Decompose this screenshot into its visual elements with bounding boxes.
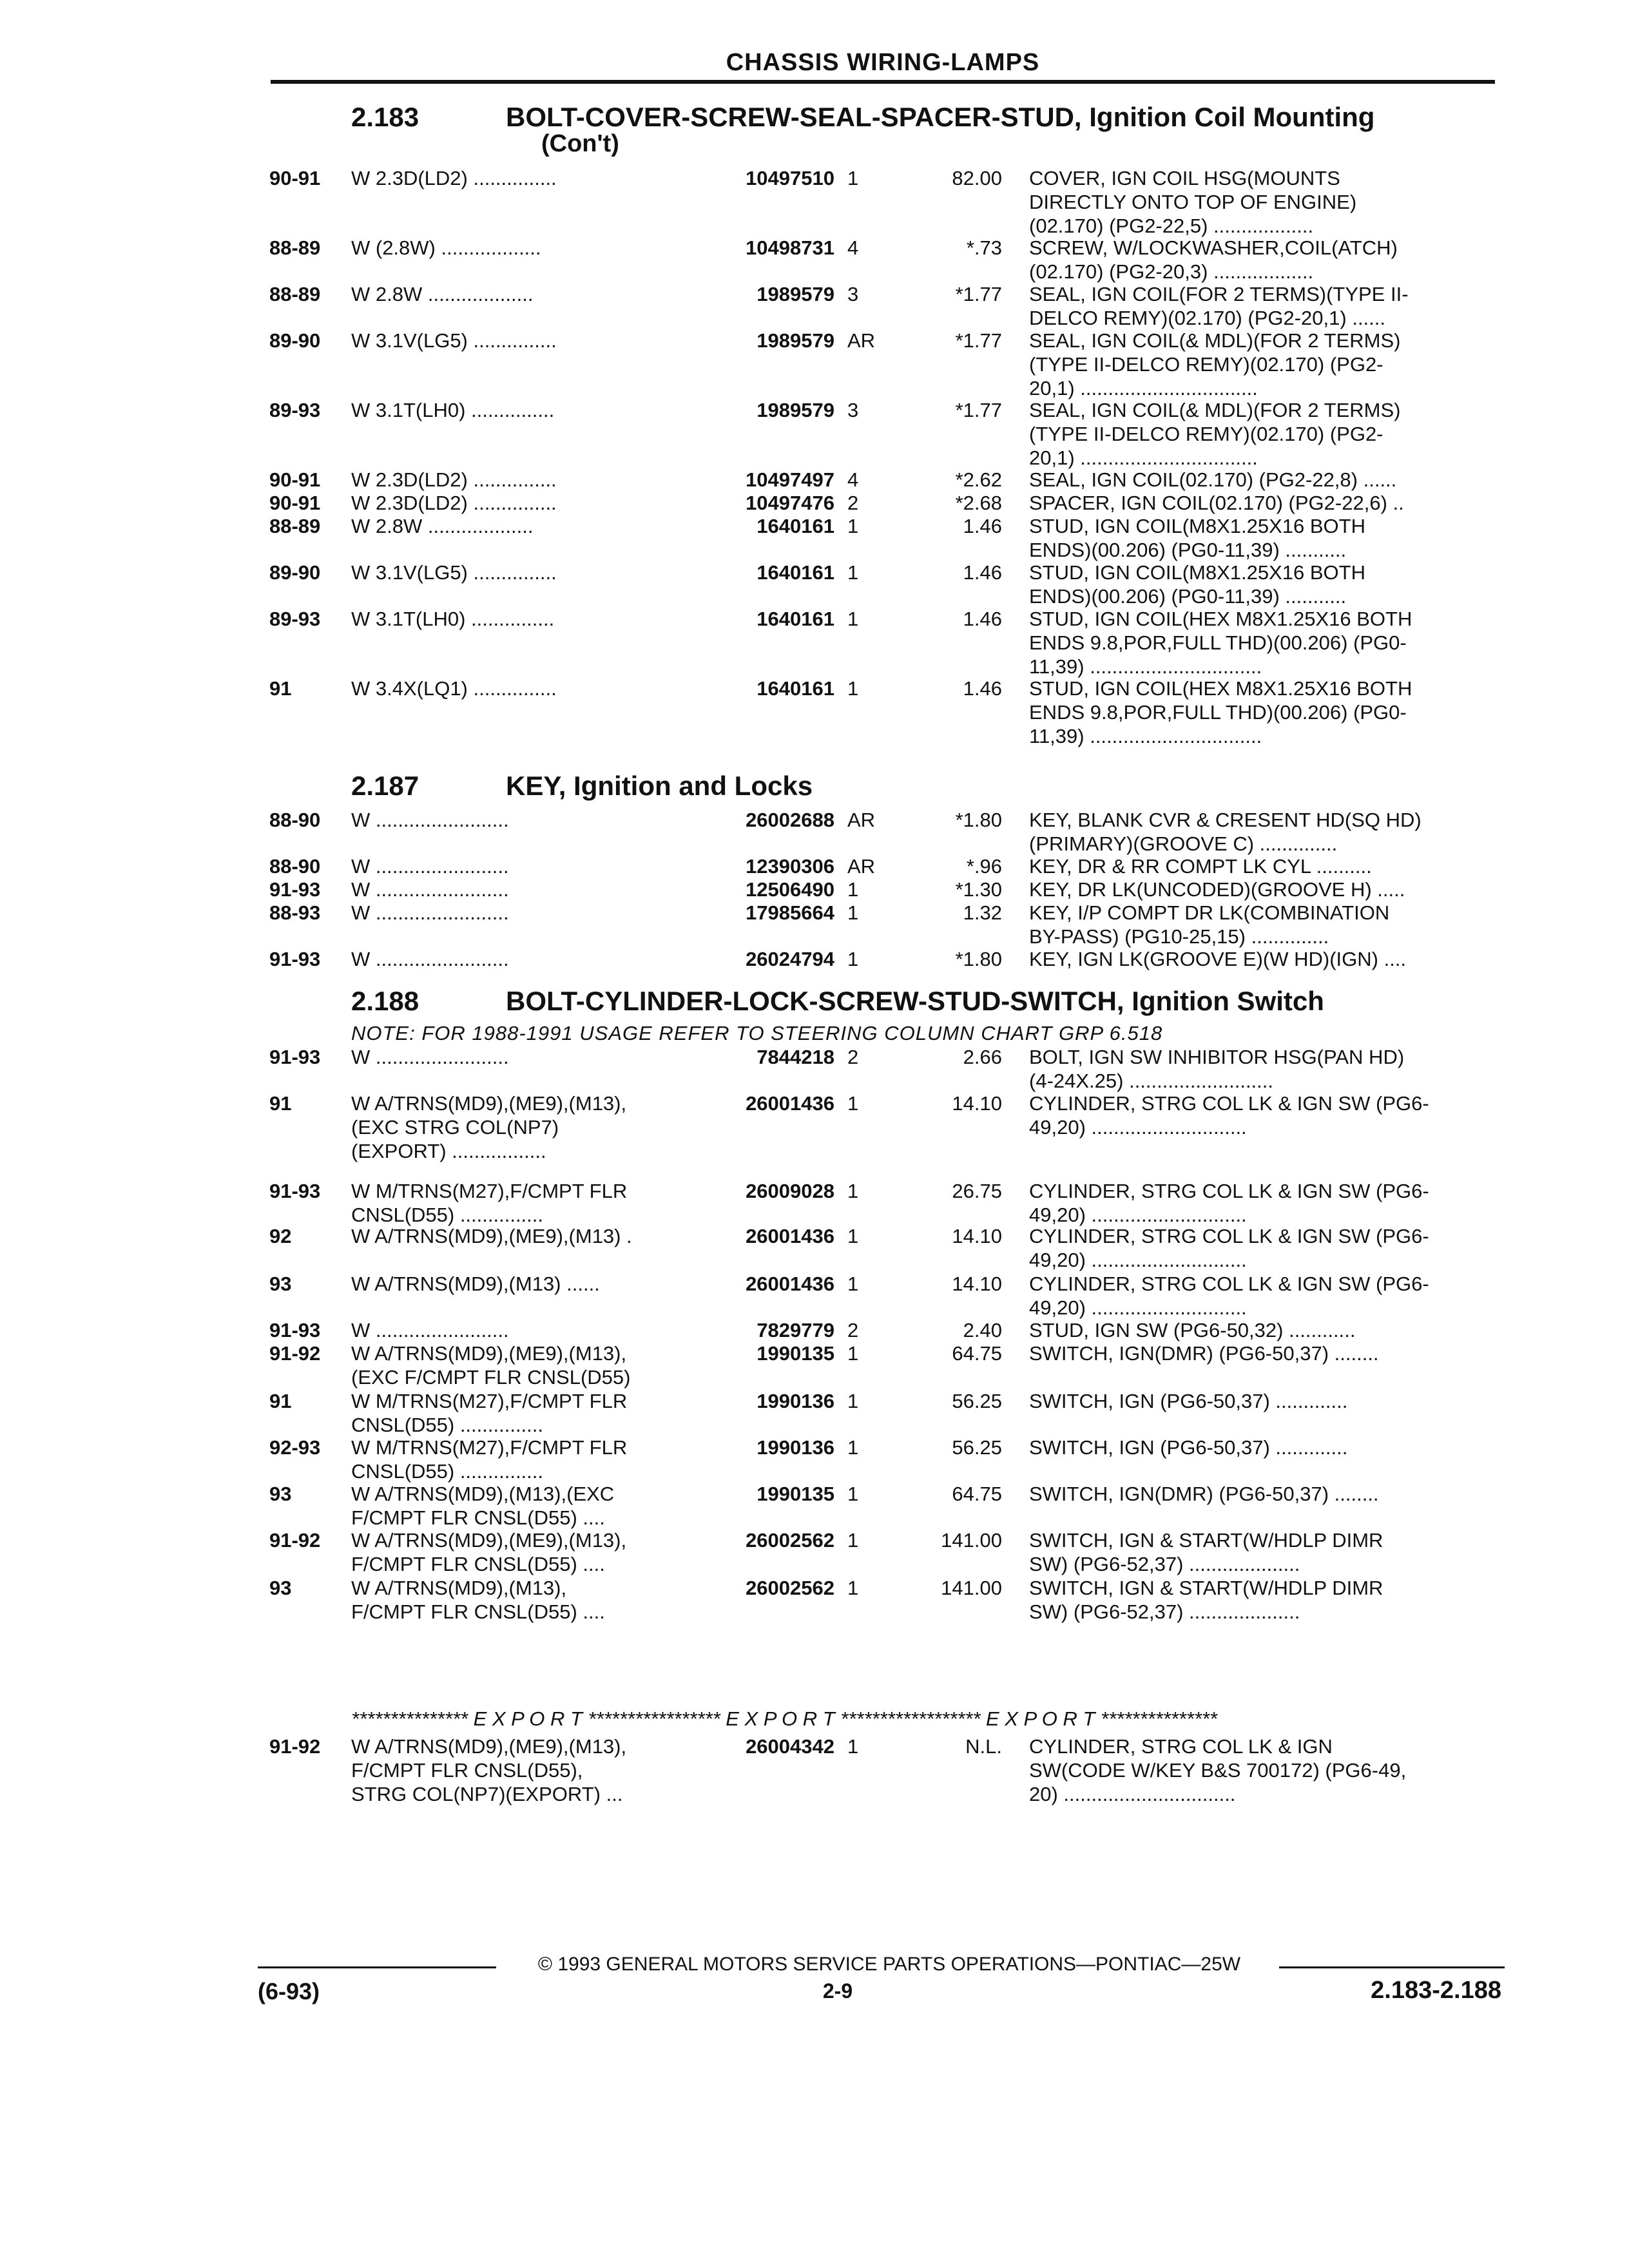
usage-description: [351, 808, 699, 832]
usage-description-line: W ........................: [351, 1319, 509, 1341]
price: *.96: [966, 855, 1002, 878]
part-name: [1029, 1318, 1499, 1342]
part-number: 7829779: [757, 1319, 834, 1341]
price: 14.10: [952, 1273, 1002, 1295]
usage-description-line: W A/TRNS(MD9),(M13) ......: [351, 1273, 600, 1295]
part-name-line: (TYPE II-DELCO REMY)(02.170) (PG2-: [1029, 423, 1383, 445]
price: 1.32: [963, 901, 1002, 924]
usage-description: [351, 1735, 699, 1806]
usage-description: [351, 282, 699, 306]
model-year: 92-93: [269, 1436, 321, 1459]
usage-description-line: W A/TRNS(MD9),(ME9),(M13),: [351, 1735, 627, 1758]
model-year: 88-89: [269, 236, 321, 259]
price: 2.66: [963, 1046, 1002, 1068]
model-year: 89-90: [269, 329, 321, 352]
section-note: NOTE: FOR 1988-1991 USAGE REFER TO STEERING COLUMN CHART GRP 6.518: [351, 1022, 1163, 1044]
price: *.73: [966, 236, 1002, 259]
usage-description-line: (EXPORT) .................: [351, 1140, 546, 1162]
model-year: 91-92: [269, 1342, 321, 1365]
usage-description-line: W A/TRNS(MD9),(M13),: [351, 1577, 567, 1599]
section-number: 2.183: [351, 102, 419, 132]
part-name-line: SW(CODE W/KEY B&S 700172) (PG6-49,: [1029, 1759, 1407, 1782]
model-year: 90-91: [269, 167, 321, 189]
part-name: [1029, 1179, 1499, 1227]
part-name: [1029, 514, 1499, 562]
model-year: 92: [269, 1225, 292, 1247]
part-number: 1990135: [757, 1342, 834, 1365]
quantity: 1: [847, 1390, 859, 1412]
usage-description-line: W 3.4X(LQ1) ...............: [351, 677, 557, 700]
usage-description-line: W 2.8W ...................: [351, 515, 534, 537]
usage-description: [351, 1179, 699, 1227]
header-rule: [271, 80, 1495, 84]
part-name-line: 49,20) ............................: [1029, 1249, 1247, 1271]
part-name-line: SW) (PG6-52,37) ....................: [1029, 1553, 1300, 1575]
part-name-line: KEY, BLANK CVR & CRESENT HD(SQ HD): [1029, 809, 1422, 831]
usage-description-line: W 2.3D(LD2) ...............: [351, 167, 557, 189]
part-number: 26009028: [746, 1180, 834, 1202]
model-year: 91: [269, 1390, 292, 1412]
part-name: [1029, 607, 1499, 678]
footer-copyright: © 1993 GENERAL MOTORS SERVICE PARTS OPERATIONS—PONTIAC—25W: [537, 1954, 1241, 1975]
part-name-line: 20) ...............................: [1029, 1783, 1236, 1805]
part-name-line: SEAL, IGN COIL(& MDL)(FOR 2 TERMS): [1029, 329, 1401, 352]
price: *1.77: [955, 283, 1002, 305]
quantity: AR: [847, 329, 876, 352]
section-heading-2-183: [351, 102, 1374, 133]
usage-description-line: W 2.3D(LD2) ...............: [351, 468, 557, 491]
usage-description-line: W A/TRNS(MD9),(M13),(EXC: [351, 1483, 615, 1505]
part-name-line: KEY, DR & RR COMPT LK CYL ..........: [1029, 855, 1372, 878]
quantity: 1: [847, 901, 859, 924]
part-number: 26001436: [746, 1225, 834, 1247]
part-number: 1989579: [757, 329, 834, 352]
price: *1.80: [955, 809, 1002, 831]
usage-description-line: W 2.3D(LD2) ...............: [351, 492, 557, 514]
usage-description-line: W ........................: [351, 878, 509, 901]
part-name-line: STUD, IGN COIL(HEX M8X1.25X16 BOTH: [1029, 677, 1412, 700]
quantity: AR: [847, 855, 876, 878]
usage-description: [351, 398, 699, 422]
quantity: 1: [847, 1225, 859, 1247]
quantity: 1: [847, 1483, 859, 1505]
part-name-line: STUD, IGN COIL(M8X1.25X16 BOTH: [1029, 561, 1365, 584]
quantity: 3: [847, 283, 859, 305]
usage-description: [351, 1389, 699, 1437]
model-year: 88-90: [269, 855, 321, 878]
quantity: 1: [847, 1436, 859, 1459]
part-name-line: 11,39) ...............................: [1029, 725, 1262, 747]
model-year: 91-93: [269, 1319, 321, 1341]
usage-description: [351, 1091, 699, 1163]
usage-description-line: W A/TRNS(MD9),(ME9),(M13) .: [351, 1225, 632, 1247]
part-name-line: SPACER, IGN COIL(02.170) (PG2-22,6) ..: [1029, 492, 1404, 514]
usage-description: [351, 1272, 699, 1296]
usage-description-line: F/CMPT FLR CNSL(D55) ....: [351, 1506, 605, 1529]
usage-description-line: W 3.1T(LH0) ...............: [351, 399, 555, 421]
price: 82.00: [952, 167, 1002, 189]
part-number: 1640161: [757, 515, 834, 537]
export-divider: *************** E X P O R T ***************** E X P O R T ****************** E X P O R T ***************: [351, 1707, 1217, 1730]
part-name-line: SW) (PG6-52,37) ....................: [1029, 1600, 1300, 1623]
part-name-line: ENDS)(00.206) (PG0-11,39) ...........: [1029, 585, 1347, 608]
part-name-line: SEAL, IGN COIL(FOR 2 TERMS)(TYPE II-: [1029, 283, 1409, 305]
usage-description: [351, 491, 699, 515]
usage-description: [351, 329, 699, 352]
usage-description-line: F/CMPT FLR CNSL(D55) ....: [351, 1553, 605, 1575]
usage-description-line: STRG COL(NP7)(EXPORT) ...: [351, 1783, 623, 1805]
usage-description: [351, 1045, 699, 1069]
part-name-line: (4-24X.25) ..........................: [1029, 1070, 1274, 1092]
part-name-line: SWITCH, IGN(DMR) (PG6-50,37) ........: [1029, 1342, 1379, 1365]
usage-description-line: W A/TRNS(MD9),(ME9),(M13),: [351, 1342, 627, 1365]
part-name: [1029, 468, 1499, 492]
model-year: 90-91: [269, 468, 321, 491]
part-name: [1029, 808, 1499, 856]
part-name: [1029, 1482, 1499, 1506]
part-name-line: DIRECTLY ONTO TOP OF ENGINE): [1029, 191, 1357, 213]
model-year: 91: [269, 677, 292, 700]
part-number: 10497510: [746, 167, 834, 189]
part-number: 1989579: [757, 283, 834, 305]
part-name: [1029, 677, 1499, 748]
part-name-line: SWITCH, IGN & START(W/HDLP DIMR: [1029, 1529, 1383, 1552]
part-name: [1029, 1091, 1499, 1139]
part-number: 1640161: [757, 608, 834, 630]
usage-description-line: W 3.1T(LH0) ...............: [351, 608, 555, 630]
part-name-line: SEAL, IGN COIL(02.170) (PG2-22,8) ......: [1029, 468, 1397, 491]
part-number: 1640161: [757, 677, 834, 700]
quantity: 1: [847, 677, 859, 700]
model-year: 91: [269, 1092, 292, 1115]
quantity: 4: [847, 468, 859, 491]
usage-description-line: W ........................: [351, 948, 509, 970]
part-name: [1029, 901, 1499, 948]
part-number: 10497497: [746, 468, 834, 491]
usage-description: [351, 878, 699, 901]
model-year: 93: [269, 1273, 292, 1295]
usage-description: [351, 1224, 699, 1248]
part-name: [1029, 1389, 1499, 1413]
part-name-line: 49,20) ............................: [1029, 1204, 1247, 1226]
part-name: [1029, 1436, 1499, 1459]
part-number: 26002688: [746, 809, 834, 831]
part-name-line: STUD, IGN COIL(HEX M8X1.25X16 BOTH: [1029, 608, 1412, 630]
price: 14.10: [952, 1225, 1002, 1247]
usage-description-line: CNSL(D55) ...............: [351, 1204, 544, 1226]
footer-section-range: 2.183-2.188: [1371, 1977, 1501, 2004]
part-name-line: (02.170) (PG2-22,5) ..................: [1029, 215, 1314, 237]
part-number: 12506490: [746, 878, 834, 901]
usage-description-line: CNSL(D55) ...............: [351, 1414, 544, 1436]
model-year: 88-93: [269, 901, 321, 924]
part-name: [1029, 491, 1499, 515]
part-number: 26004342: [746, 1735, 834, 1758]
part-name: [1029, 1735, 1499, 1806]
price: *1.77: [955, 329, 1002, 352]
part-name: [1029, 166, 1499, 238]
model-year: 93: [269, 1577, 292, 1599]
part-name: [1029, 1341, 1499, 1365]
model-year: 91-92: [269, 1735, 321, 1758]
part-name-line: SWITCH, IGN (PG6-50,37) .............: [1029, 1436, 1348, 1459]
price: *2.62: [955, 468, 1002, 491]
part-name: [1029, 1224, 1499, 1272]
usage-description: [351, 166, 699, 190]
model-year: 88-89: [269, 515, 321, 537]
quantity: 2: [847, 1046, 859, 1068]
part-name: [1029, 878, 1499, 901]
part-name-line: SCREW, W/LOCKWASHER,COIL(ATCH): [1029, 236, 1398, 259]
model-year: 89-93: [269, 399, 321, 421]
part-name-line: ENDS)(00.206) (PG0-11,39) ...........: [1029, 539, 1347, 561]
price: 141.00: [941, 1577, 1002, 1599]
part-name: [1029, 329, 1499, 400]
price: *1.80: [955, 948, 1002, 970]
quantity: AR: [847, 809, 876, 831]
usage-description: [351, 947, 699, 971]
part-name-line: CYLINDER, STRG COL LK & IGN SW (PG6-: [1029, 1225, 1429, 1247]
part-name-line: SWITCH, IGN (PG6-50,37) .............: [1029, 1390, 1348, 1412]
usage-description: [351, 236, 699, 260]
usage-description-line: W ........................: [351, 855, 509, 878]
part-number: 10498731: [746, 236, 834, 259]
quantity: 2: [847, 1319, 859, 1341]
part-number: 1990135: [757, 1483, 834, 1505]
price: N.L.: [965, 1735, 1002, 1758]
part-name-line: (02.170) (PG2-20,3) ..................: [1029, 260, 1314, 283]
price: 56.25: [952, 1390, 1002, 1412]
part-name-line: 11,39) ...............................: [1029, 655, 1262, 678]
quantity: 1: [847, 948, 859, 970]
quantity: 1: [847, 1577, 859, 1599]
part-name-line: STUD, IGN COIL(M8X1.25X16 BOTH: [1029, 515, 1365, 537]
price: 2.40: [963, 1319, 1002, 1341]
part-name-line: KEY, IGN LK(GROOVE E)(W HD)(IGN) ....: [1029, 948, 1407, 970]
part-number: 26002562: [746, 1529, 834, 1552]
part-name: [1029, 1528, 1499, 1576]
quantity: 1: [847, 515, 859, 537]
part-name: [1029, 561, 1499, 608]
part-name-line: SWITCH, IGN & START(W/HDLP DIMR: [1029, 1577, 1383, 1599]
page-header-title: CHASSIS WIRING-LAMPS: [726, 49, 1040, 76]
section-heading-2-187: [351, 771, 813, 802]
model-year: 93: [269, 1483, 292, 1505]
model-year: 88-90: [269, 809, 321, 831]
part-name-line: CYLINDER, STRG COL LK & IGN: [1029, 1735, 1333, 1758]
part-name-line: BOLT, IGN SW INHIBITOR HSG(PAN HD): [1029, 1046, 1405, 1068]
model-year: 91-93: [269, 878, 321, 901]
part-name-line: BY-PASS) (PG10-25,15) ..............: [1029, 925, 1329, 948]
usage-description: [351, 514, 699, 538]
part-number: 1989579: [757, 399, 834, 421]
part-name-line: CYLINDER, STRG COL LK & IGN SW (PG6-: [1029, 1273, 1429, 1295]
price: *1.30: [955, 878, 1002, 901]
quantity: 1: [847, 1180, 859, 1202]
usage-description-line: (EXC STRG COL(NP7): [351, 1116, 559, 1139]
usage-description-line: W 3.1V(LG5) ...............: [351, 561, 557, 584]
part-number: 26001436: [746, 1273, 834, 1295]
part-name: [1029, 947, 1499, 971]
part-name-line: CYLINDER, STRG COL LK & IGN SW (PG6-: [1029, 1092, 1429, 1115]
part-name-line: DELCO REMY)(02.170) (PG2-20,1) ......: [1029, 307, 1386, 329]
usage-description-line: F/CMPT FLR CNSL(D55) ....: [351, 1600, 605, 1623]
part-name: [1029, 236, 1499, 284]
usage-description-line: (EXC F/CMPT FLR CNSL(D55): [351, 1366, 631, 1389]
part-name: [1029, 1576, 1499, 1624]
usage-description-line: W (2.8W) ..................: [351, 236, 541, 259]
usage-description-line: W M/TRNS(M27),F/CMPT FLR: [351, 1180, 628, 1202]
part-name-line: KEY, I/P COMPT DR LK(COMBINATION: [1029, 901, 1390, 924]
part-number: 1990136: [757, 1436, 834, 1459]
part-name-line: STUD, IGN SW (PG6-50,32) ............: [1029, 1319, 1356, 1341]
price: 1.46: [963, 515, 1002, 537]
usage-description: [351, 1482, 699, 1530]
part-name: [1029, 1272, 1499, 1320]
part-name-line: SWITCH, IGN(DMR) (PG6-50,37) ........: [1029, 1483, 1379, 1505]
footer-page-number: 2-9: [822, 1979, 853, 2003]
model-year: 88-89: [269, 283, 321, 305]
usage-description: [351, 854, 699, 878]
usage-description: [351, 1318, 699, 1342]
price: 1.46: [963, 561, 1002, 584]
usage-description-line: W M/TRNS(M27),F/CMPT FLR: [351, 1390, 628, 1412]
section-number: 2.187: [351, 771, 419, 801]
usage-description: [351, 1528, 699, 1576]
model-year: 89-93: [269, 608, 321, 630]
part-name: [1029, 282, 1499, 330]
price: 141.00: [941, 1529, 1002, 1552]
part-number: 1990136: [757, 1390, 834, 1412]
model-year: 91-93: [269, 1180, 321, 1202]
usage-description-line: W ........................: [351, 901, 509, 924]
quantity: 3: [847, 399, 859, 421]
section-number: 2.188: [351, 986, 419, 1016]
part-number: 26024794: [746, 948, 834, 970]
quantity: 1: [847, 1092, 859, 1115]
part-name-line: (PRIMARY)(GROOVE C) ..............: [1029, 832, 1338, 855]
usage-description: [351, 607, 699, 631]
part-name-line: 49,20) ............................: [1029, 1296, 1247, 1319]
quantity: 2: [847, 492, 859, 514]
usage-description-line: W A/TRNS(MD9),(ME9),(M13),: [351, 1092, 627, 1115]
section-title: BOLT-CYLINDER-LOCK-SCREW-STUD-SWITCH, Ignition Switch: [506, 986, 1324, 1016]
price: 1.46: [963, 608, 1002, 630]
usage-description-line: W M/TRNS(M27),F/CMPT FLR: [351, 1436, 628, 1459]
quantity: 1: [847, 608, 859, 630]
price: 64.75: [952, 1342, 1002, 1365]
usage-description: [351, 1436, 699, 1483]
quantity: 1: [847, 561, 859, 584]
part-number: 26001436: [746, 1092, 834, 1115]
part-name-line: ENDS 9.8,POR,FULL THD)(00.206) (PG0-: [1029, 701, 1407, 724]
usage-description-line: F/CMPT FLR CNSL(D55),: [351, 1759, 583, 1782]
part-number: 12390306: [746, 855, 834, 878]
usage-description: [351, 468, 699, 492]
part-name-line: (TYPE II-DELCO REMY)(02.170) (PG2-: [1029, 353, 1383, 376]
model-year: 91-93: [269, 948, 321, 970]
model-year: 91-92: [269, 1529, 321, 1552]
quantity: 1: [847, 1529, 859, 1552]
part-name-line: CYLINDER, STRG COL LK & IGN SW (PG6-: [1029, 1180, 1429, 1202]
usage-description-line: CNSL(D55) ...............: [351, 1460, 544, 1483]
part-number: 1640161: [757, 561, 834, 584]
part-name-line: SEAL, IGN COIL(& MDL)(FOR 2 TERMS): [1029, 399, 1401, 421]
part-number: 17985664: [746, 901, 834, 924]
section-title: KEY, Ignition and Locks: [506, 771, 813, 801]
usage-description: [351, 677, 699, 700]
price: *1.77: [955, 399, 1002, 421]
usage-description-line: W 2.8W ...................: [351, 283, 534, 305]
section-subtitle: (Con't): [541, 130, 619, 157]
usage-description: [351, 561, 699, 584]
usage-description-line: W A/TRNS(MD9),(ME9),(M13),: [351, 1529, 627, 1552]
price: 26.75: [952, 1180, 1002, 1202]
part-number: 26002562: [746, 1577, 834, 1599]
section-title: BOLT-COVER-SCREW-SEAL-SPACER-STUD, Ignition Coil Mounting: [506, 102, 1375, 132]
usage-description-line: W 3.1V(LG5) ...............: [351, 329, 557, 352]
usage-description-line: W ........................: [351, 1046, 509, 1068]
usage-description: [351, 1576, 699, 1624]
part-name-line: 20,1) ................................: [1029, 377, 1258, 399]
footer-rule-right: [1279, 1966, 1505, 1968]
part-name-line: KEY, DR LK(UNCODED)(GROOVE H) .....: [1029, 878, 1405, 901]
part-number: 7844218: [757, 1046, 834, 1068]
price: 56.25: [952, 1436, 1002, 1459]
part-name-line: ENDS 9.8,POR,FULL THD)(00.206) (PG0-: [1029, 631, 1407, 654]
price: 14.10: [952, 1092, 1002, 1115]
quantity: 1: [847, 878, 859, 901]
part-name-line: 20,1) ................................: [1029, 447, 1258, 469]
part-number: 10497476: [746, 492, 834, 514]
price: 1.46: [963, 677, 1002, 700]
price: 64.75: [952, 1483, 1002, 1505]
quantity: 1: [847, 1735, 859, 1758]
part-name-line: 49,20) ............................: [1029, 1116, 1247, 1139]
model-year: 91-93: [269, 1046, 321, 1068]
quantity: 1: [847, 1273, 859, 1295]
model-year: 90-91: [269, 492, 321, 514]
footer-rule-left: [258, 1966, 496, 1968]
section-heading-2-188: [351, 986, 1324, 1017]
quantity: 1: [847, 167, 859, 189]
usage-description-line: W ........................: [351, 809, 509, 831]
part-name: [1029, 398, 1499, 470]
price: *2.68: [955, 492, 1002, 514]
part-name: [1029, 854, 1499, 878]
usage-description: [351, 1341, 699, 1389]
part-name-line: COVER, IGN COIL HSG(MOUNTS: [1029, 167, 1340, 189]
quantity: 1: [847, 1342, 859, 1365]
model-year: 89-90: [269, 561, 321, 584]
quantity: 4: [847, 236, 859, 259]
footer-date-code: (6-93): [258, 1978, 320, 2004]
usage-description: [351, 901, 699, 925]
part-name: [1029, 1045, 1499, 1093]
